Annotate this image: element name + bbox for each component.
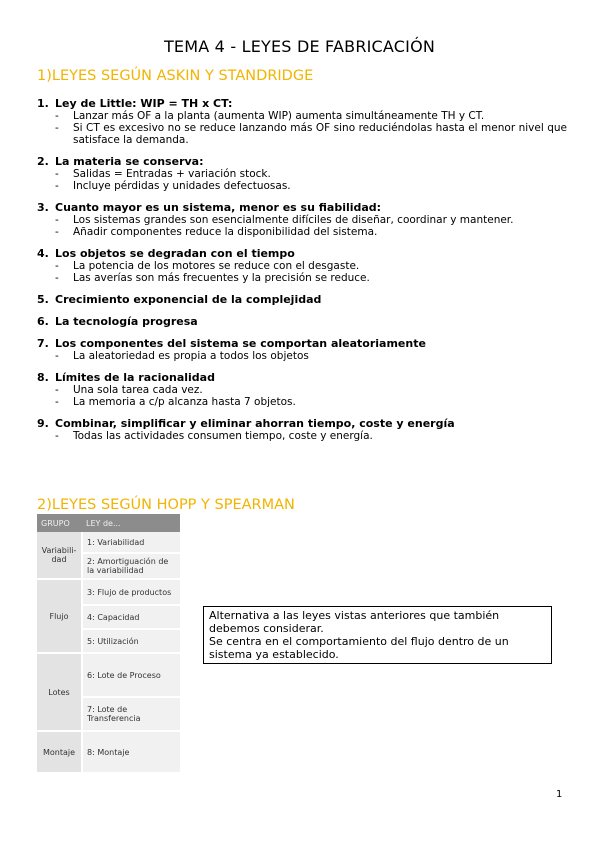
law-title: Los componentes del sistema se comportan aleatoriamente [55,337,426,350]
page-title: TEMA 4 - LEYES DE FABRICACIÓN [163,37,436,56]
law-bullets [37,384,567,408]
bullet-item: - Salidas = Entradas + variación stock. [55,168,271,180]
table-law-cell: 1: Variabilidad [82,532,180,553]
bullet-item: - La potencia de los motores se reduce con el desgaste. [55,260,360,272]
law-item [37,247,567,284]
bullet-item: - Incluye pérdidas y unidades defectuosas. [55,180,291,192]
law-number: 1. [37,97,49,110]
law-title: Los objetos se degradan con el tiempo [55,247,295,260]
laws-list [37,97,567,451]
table-row [37,579,180,605]
law-title: Límites de la racionalidad [55,371,215,384]
bullet-item: - Una sola tarea cada vez. [55,384,203,396]
law-item [37,97,567,146]
law-number: 6. [37,315,49,328]
table-group-cell: Flujo [37,579,82,653]
law-heading [37,97,567,110]
law-number: 8. [37,371,49,384]
bullet-item: - La memoria a c/p alcanza hasta 7 objetos. [55,396,296,408]
law-item [37,155,567,192]
law-bullets [37,110,567,146]
law-item [37,293,567,306]
bullet-item: - Las averías son más frecuentes y la precisión se reduce. [55,272,370,284]
table-group-cell: Lotes [37,653,82,731]
bullet-item: - La aleatoriedad es propia a todos los objetos [55,350,309,362]
law-heading [37,417,567,430]
law-number: 4. [37,247,49,260]
table-law-cell: 4: Capacidad [82,605,180,629]
table-group-cell: Montaje [37,731,82,773]
law-item [37,337,567,362]
law-title: La materia se conserva: [55,155,204,168]
table-law-cell: 3: Flujo de productos [82,579,180,605]
table-group-cell: Variabili-dad [37,532,82,579]
law-number: 9. [37,417,49,430]
note-line: Se centra en el comportamiento del flujo dentro de un sistema ya establecido. [209,635,509,661]
page-number: 1 [556,789,563,800]
law-bullets [37,168,567,192]
bullet-item: - Los sistemas grandes son esencialmente difíciles de diseñar, coordinar y mantener. [55,214,514,226]
table-law-cell: 8: Montaje [82,731,180,773]
law-heading [37,337,567,350]
law-heading [37,315,567,328]
note-box [203,606,552,664]
law-heading [37,293,567,306]
law-number: 5. [37,293,49,306]
section-heading-askin: 1)LEYES SEGÚN ASKIN Y STANDRIDGE [37,68,314,84]
law-bullets [37,214,567,238]
section-heading-hopp: 2)LEYES SEGÚN HOPP Y SPEARMAN [37,497,295,513]
table-row [37,731,180,773]
law-bullets [37,260,567,284]
law-title: Ley de Little: WIP = TH x CT: [55,97,233,110]
law-title: La tecnología progresa [55,315,198,328]
bullet-item: - Lanzar más OF a la planta (aumenta WIP) aumenta simultáneamente TH y CT. [55,110,485,122]
law-number: 3. [37,201,49,214]
law-heading [37,371,567,384]
bullet-item: - Si CT es excesivo no se reduce lanzando más OF sino reduciéndolas hasta el menor nivel que satisface la demanda. [55,122,567,146]
law-item [37,371,567,408]
law-bullets [37,350,567,362]
law-heading [37,247,567,260]
table-law-cell: 2: Amortiguación de la variabilidad [82,553,180,579]
law-heading [37,155,567,168]
law-bullets [37,430,567,442]
law-number: 2. [37,155,49,168]
law-number: 7. [37,337,49,350]
note-line: Alternativa a las leyes vistas anteriores que también debemos considerar. [209,609,500,635]
table-law-cell: 7: Lote de Transferencia [82,697,180,731]
bullet-item: - Añadir componentes reduce la disponibilidad del sistema. [55,226,378,238]
table-row [37,532,180,553]
law-title: Crecimiento exponencial de la complejidad [55,293,322,306]
laws-table [37,514,180,774]
bullet-item: - Todas las actividades consumen tiempo, coste y energía. [55,430,373,442]
table-header-group: GRUPO [37,514,82,532]
table-header-law: LEY de... [82,514,180,532]
law-item [37,201,567,238]
law-title: Cuanto mayor es un sistema, menor es su fiabilidad: [55,201,382,214]
table-law-cell: 6: Lote de Proceso [82,653,180,697]
table-law-cell: 5: Utilización [82,629,180,653]
law-title: Combinar, simplificar y eliminar ahorran tiempo, coste y energía [55,417,455,430]
law-heading [37,201,567,214]
table-row [37,653,180,697]
law-item [37,417,567,442]
law-item [37,315,567,328]
